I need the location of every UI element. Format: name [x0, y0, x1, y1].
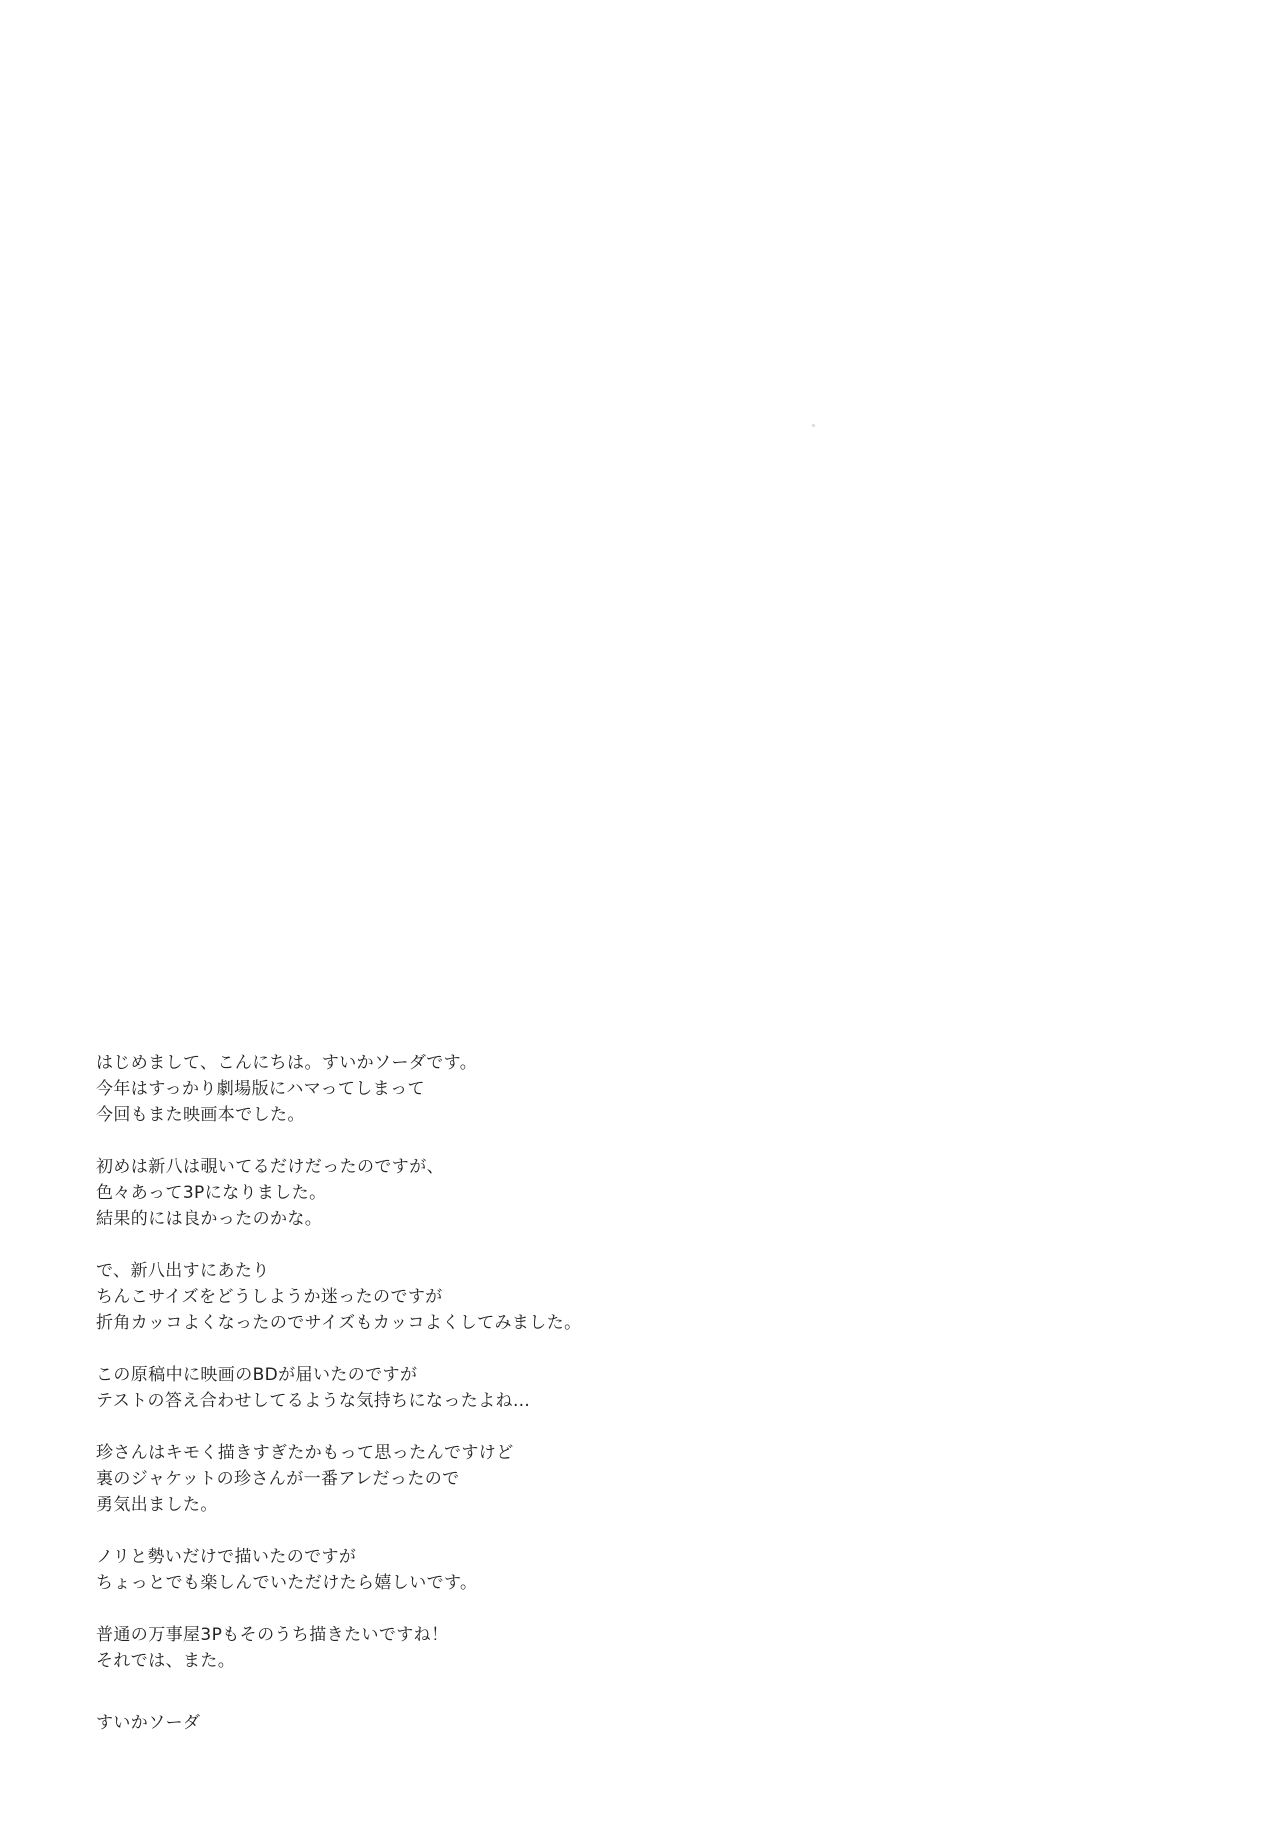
afterword-line: 珍さんはキモく描きすぎたかもって思ったんですけど [96, 1443, 514, 1463]
afterword-paragraph [96, 1362, 856, 1414]
afterword-paragraph [96, 1154, 856, 1232]
afterword-line: この原稿中に映画のBDが届いたのですが [96, 1365, 418, 1385]
afterword-text-block [96, 1050, 856, 1674]
afterword-line: ちんこサイズをどうしようか迷ったのですが [96, 1287, 443, 1307]
author-signature: すいかソーダ [96, 1713, 201, 1733]
afterword-paragraph [96, 1050, 856, 1128]
afterword-line: 勇気出ました。 [96, 1495, 218, 1515]
afterword-line: で、新八出すにあたり [96, 1261, 270, 1281]
afterword-paragraph [96, 1258, 856, 1336]
afterword-line: テストの答え合わせしてるような気持ちになったよね… [96, 1391, 531, 1411]
afterword-line: 色々あって3Pになりました。 [96, 1183, 327, 1203]
afterword-line: それでは、また。 [96, 1651, 236, 1671]
page-speck [812, 424, 815, 427]
afterword-paragraph [96, 1440, 856, 1518]
afterword-line: ノリと勢いだけで描いたのですが [96, 1547, 357, 1567]
afterword-line: 普通の万事屋3Pもそのうち描きたいですね！ [96, 1625, 449, 1645]
afterword-paragraph [96, 1622, 856, 1674]
afterword-line: 裏のジャケットの珍さんが一番アレだったので [96, 1469, 460, 1489]
afterword-line: はじめまして、こんにちは。すいかソーダです。 [96, 1053, 478, 1073]
afterword-line: ちょっとでも楽しんでいただけたら嬉しいです。 [96, 1573, 478, 1593]
afterword-line: 結果的には良かったのかな。 [96, 1209, 323, 1229]
afterword-line: 折角カッコよくなったのでサイズもカッコよくしてみました。 [96, 1313, 582, 1333]
afterword-paragraph [96, 1544, 856, 1596]
afterword-line: 今回もまた映画本でした。 [96, 1105, 305, 1125]
afterword-line: 初めは新八は覗いてるだけだったのですが、 [96, 1157, 444, 1177]
afterword-line: 今年はすっかり劇場版にハマってしまって [96, 1079, 425, 1099]
